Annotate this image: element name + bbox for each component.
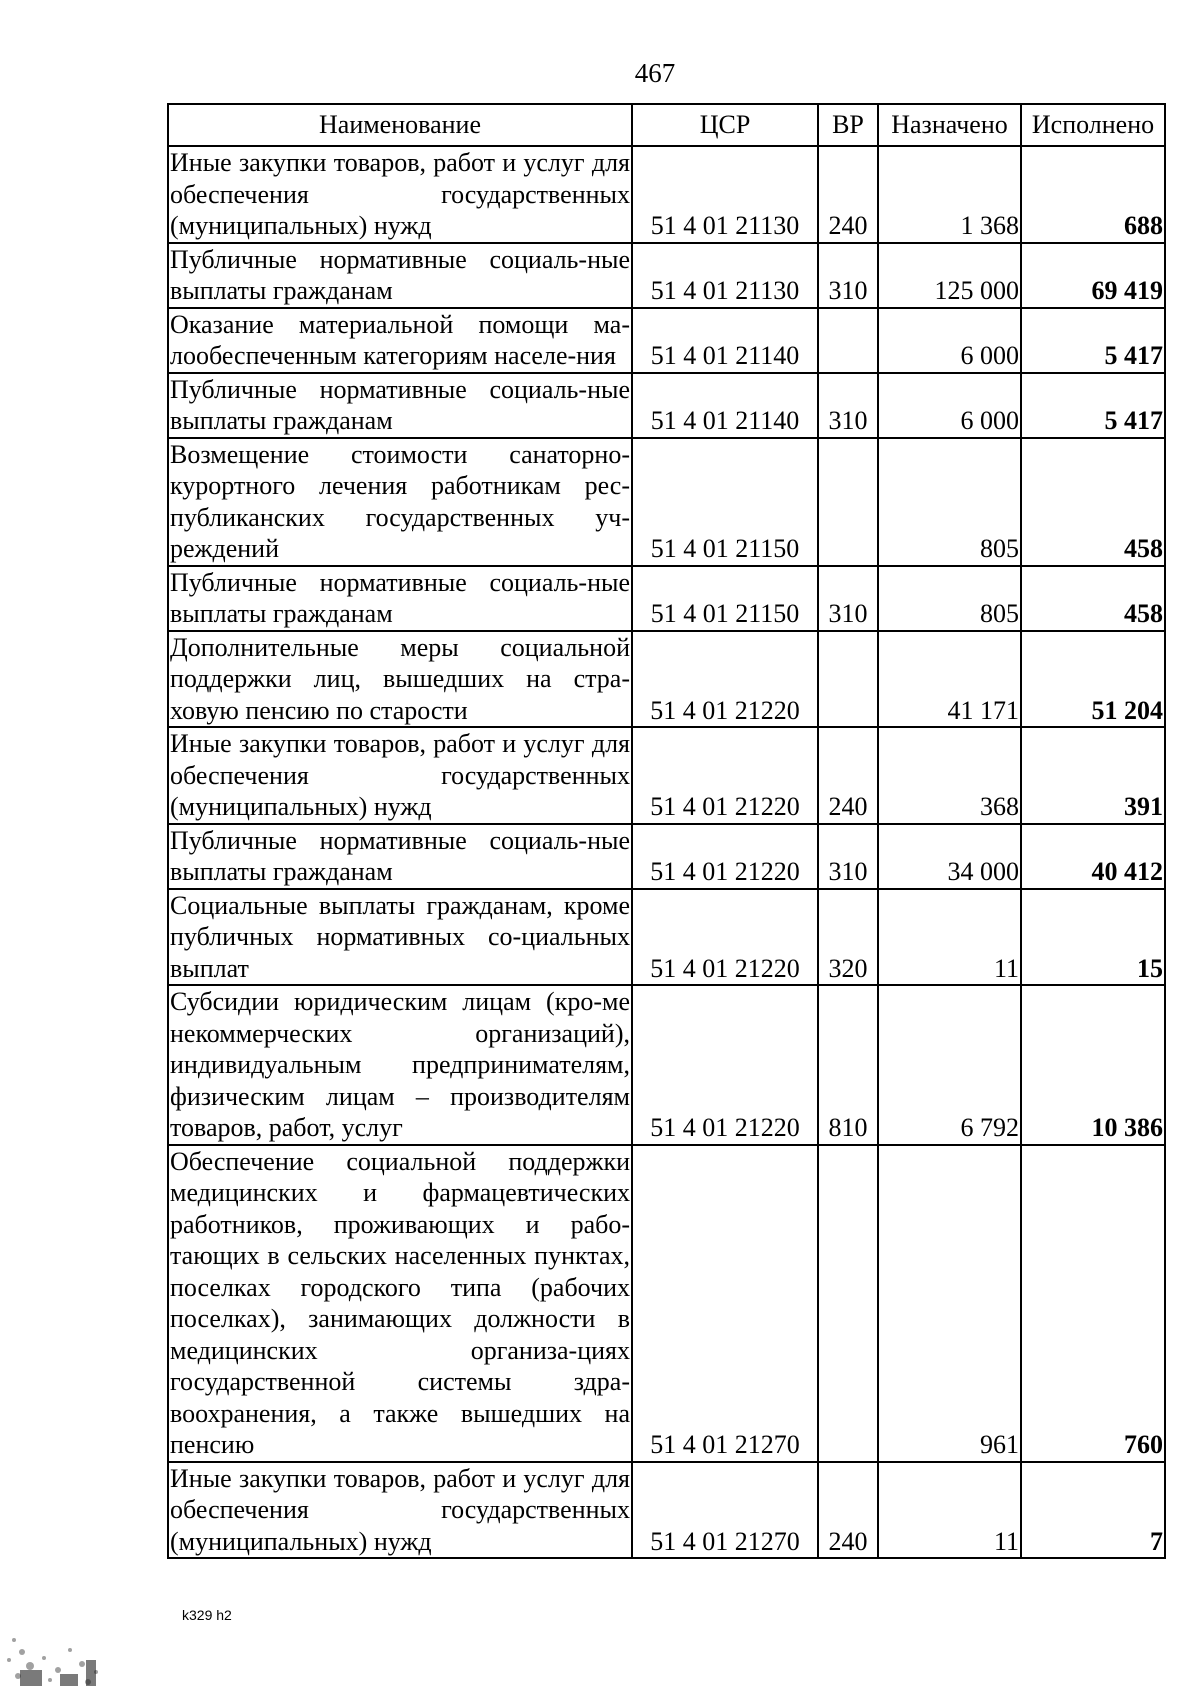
table-row — [168, 985, 1165, 1145]
table-row — [168, 243, 1165, 308]
row-name: Субсидии юридическим лицам (кро-ме некоммерческих организаций), индивидуальным предпринимателям, физическим лицам – производителям товаров, работ, услуг — [168, 985, 632, 1145]
row-vr — [818, 631, 878, 728]
row-executed: 69 419 — [1021, 243, 1165, 308]
table-row — [168, 146, 1165, 243]
row-csr: 51 4 01 21130 — [632, 146, 818, 243]
table-row — [168, 631, 1165, 728]
row-csr: 51 4 01 21150 — [632, 566, 818, 631]
row-vr: 310 — [818, 373, 878, 438]
row-vr: 310 — [818, 243, 878, 308]
page-number: 467 — [634, 58, 676, 88]
row-executed: 760 — [1021, 1145, 1165, 1462]
row-planned: 6 000 — [878, 373, 1021, 438]
row-planned: 11 — [878, 889, 1021, 986]
row-executed: 391 — [1021, 727, 1165, 824]
header-executed: Исполнено — [1021, 104, 1165, 146]
row-executed: 15 — [1021, 889, 1165, 986]
row-name: Оказание материальной помощи ма-лообеспеченным категориям населе-ния — [168, 308, 632, 373]
header-name: Наименование — [168, 104, 632, 146]
row-vr: 240 — [818, 146, 878, 243]
row-vr: 240 — [818, 727, 878, 824]
table-row — [168, 373, 1165, 438]
table-row — [168, 824, 1165, 889]
table-row — [168, 438, 1165, 566]
header-vr: ВР — [818, 104, 878, 146]
row-executed: 458 — [1021, 566, 1165, 631]
row-executed: 688 — [1021, 146, 1165, 243]
row-name: Публичные нормативные социаль-ные выплаты гражданам — [168, 243, 632, 308]
row-csr: 51 4 01 21130 — [632, 243, 818, 308]
row-csr: 51 4 01 21220 — [632, 985, 818, 1145]
row-executed: 5 417 — [1021, 373, 1165, 438]
row-vr: 310 — [818, 566, 878, 631]
row-executed: 51 204 — [1021, 631, 1165, 728]
row-vr — [818, 308, 878, 373]
row-planned: 1 368 — [878, 146, 1021, 243]
table-row — [168, 889, 1165, 986]
row-planned: 125 000 — [878, 243, 1021, 308]
row-vr: 310 — [818, 824, 878, 889]
row-name: Социальные выплаты гражданам, кроме публичных нормативных со-циальных выплат — [168, 889, 632, 986]
row-csr: 51 4 01 21220 — [632, 631, 818, 728]
row-planned: 961 — [878, 1145, 1021, 1462]
row-planned: 41 171 — [878, 631, 1021, 728]
row-csr: 51 4 01 21140 — [632, 308, 818, 373]
row-name: Публичные нормативные социаль-ные выплаты гражданам — [168, 824, 632, 889]
row-planned: 805 — [878, 566, 1021, 631]
row-planned: 6 000 — [878, 308, 1021, 373]
budget-table — [167, 103, 1166, 1559]
scan-noise-decoration — [0, 1600, 120, 1686]
row-csr: 51 4 01 21150 — [632, 438, 818, 566]
row-csr: 51 4 01 21220 — [632, 824, 818, 889]
row-csr: 51 4 01 21220 — [632, 889, 818, 986]
row-name: Иные закупки товаров, работ и услуг для обеспечения государственных (муниципальных) нужд — [168, 1462, 632, 1559]
table-row — [168, 1462, 1165, 1559]
row-planned: 11 — [878, 1462, 1021, 1559]
table-row — [168, 566, 1165, 631]
header-planned: Назначено — [878, 104, 1021, 146]
table-row — [168, 1145, 1165, 1462]
row-vr — [818, 1145, 878, 1462]
row-planned: 805 — [878, 438, 1021, 566]
row-executed: 10 386 — [1021, 985, 1165, 1145]
row-planned: 34 000 — [878, 824, 1021, 889]
header-csr: ЦСР — [632, 104, 818, 146]
row-csr: 51 4 01 21140 — [632, 373, 818, 438]
row-vr — [818, 438, 878, 566]
row-vr: 320 — [818, 889, 878, 986]
row-name: Иные закупки товаров, работ и услуг для обеспечения государственных (муниципальных) нужд — [168, 727, 632, 824]
row-name: Обеспечение социальной поддержки медицинских и фармацевтических работников, проживающих и рабо-тающих в сельских населенных пунктах, поселках городского типа (рабочих поселках), занимающих должности в медицинских организа-циях государственной системы здра-воохранения, а также вышедших на пенсию — [168, 1145, 632, 1462]
table-header-row — [168, 104, 1165, 146]
table-row — [168, 727, 1165, 824]
row-vr: 810 — [818, 985, 878, 1145]
footer-code: k329 h2 — [182, 1607, 232, 1623]
row-planned: 6 792 — [878, 985, 1021, 1145]
row-csr: 51 4 01 21270 — [632, 1462, 818, 1559]
row-csr: 51 4 01 21270 — [632, 1145, 818, 1462]
row-name: Публичные нормативные социаль-ные выплаты гражданам — [168, 373, 632, 438]
row-executed: 7 — [1021, 1462, 1165, 1559]
row-executed: 5 417 — [1021, 308, 1165, 373]
row-executed: 40 412 — [1021, 824, 1165, 889]
row-name: Дополнительные меры социальной поддержки лиц, вышедших на стра-ховую пенсию по старости — [168, 631, 632, 728]
row-name: Иные закупки товаров, работ и услуг для обеспечения государственных (муниципальных) нужд — [168, 146, 632, 243]
row-vr: 240 — [818, 1462, 878, 1559]
row-csr: 51 4 01 21220 — [632, 727, 818, 824]
row-executed: 458 — [1021, 438, 1165, 566]
row-name: Публичные нормативные социаль-ные выплаты гражданам — [168, 566, 632, 631]
row-planned: 368 — [878, 727, 1021, 824]
table-row — [168, 308, 1165, 373]
row-name: Возмещение стоимости санаторно-курортного лечения работникам рес-публиканских государственных уч-реждений — [168, 438, 632, 566]
